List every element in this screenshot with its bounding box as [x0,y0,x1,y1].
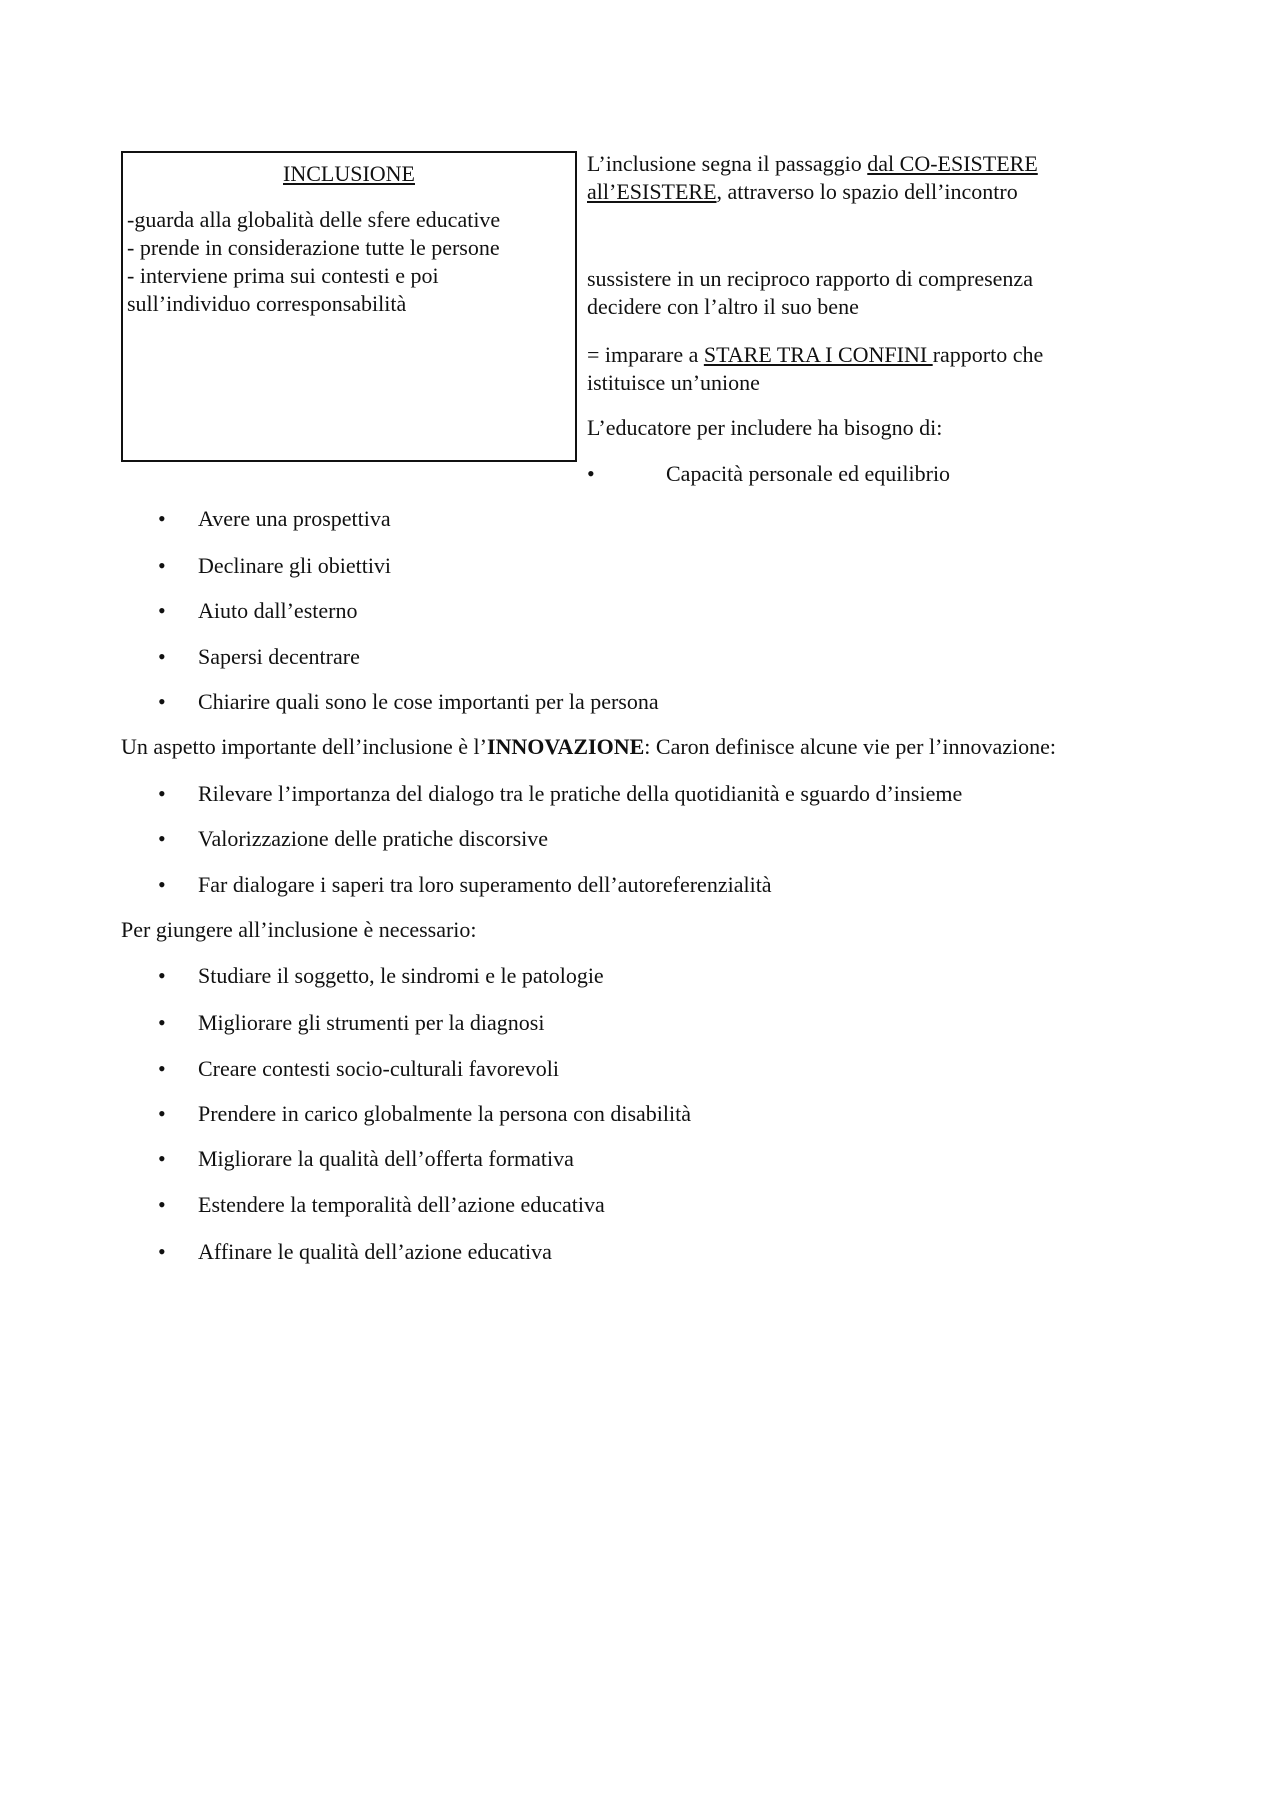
bullet-icon: • [158,1101,166,1126]
list-item-text: Studiare il soggetto, le sindromi e le patologie [198,963,604,988]
list-item-text: Migliorare la qualità dell’offerta formativa [198,1146,574,1171]
innovation-text-after: : Caron definisce alcune vie per l’innovazione: [644,734,1057,759]
list-item-text: Chiarire quali sono le cose importanti per la persona [198,689,659,714]
bullet-icon: • [158,1192,166,1217]
p3-line-2: istituisce un’unione [587,370,760,395]
p1-text: L’inclusione segna il passaggio [587,151,868,176]
bullet-icon: • [158,872,166,897]
bullet-icon: • [587,461,595,486]
list-item-text: Sapersi decentrare [198,644,360,669]
bullet-icon: • [158,826,166,851]
p1-underlined: dal CO-ESISTERE [867,151,1038,176]
list-item-text: Far dialogare i saperi tra loro superamento dell’autoreferenzialità [198,872,772,897]
list-item-text: Valorizzazione delle pratiche discorsive [198,826,549,851]
box-lines [127,206,500,318]
list-item-text: Rilevare l’importanza del dialogo tra le pratiche della quotidianità e sguardo d’insieme [198,781,963,806]
inclusione-box [121,151,577,462]
p3-text-after: rapporto che [932,342,1044,367]
box-line: - prende in considerazione tutte le persone [127,235,500,260]
list-item-text: Affinare le qualità dell’azione educativa [198,1239,552,1264]
list-item-text: Creare contesti socio-culturali favorevoli [198,1056,560,1081]
box-line: -guarda alla globalità delle sfere educative [127,207,501,232]
bullet-icon: • [158,1010,166,1035]
bullet-icon: • [158,963,166,988]
box-line: - interviene prima sui contesti e poi [127,263,439,288]
bullet-icon: • [158,1056,166,1081]
box-line: sull’individuo corresponsabilità [127,291,407,316]
list-item-text: Aiuto dall’esterno [198,598,358,623]
bullet-icon: • [158,506,166,531]
right-paragraph-3 [587,341,1043,397]
innovation-text: Un aspetto importante dell’inclusione è l’ [121,734,487,759]
innovation-paragraph [121,732,1056,762]
bullet-icon: • [158,1239,166,1264]
box-title: INCLUSIONE [283,161,415,186]
list-item-text: Prendere in carico globalmente la persona con disabilità [198,1101,691,1126]
list-item-text: Declinare gli obiettivi [198,553,392,578]
list-item-text: Avere una prospettiva [198,506,391,531]
p1-underlined-2: all’ESISTERE [587,179,717,204]
p1-text-after: , attraverso lo spazio dell’incontro [716,179,1018,204]
list-item-text: Capacità personale ed equilibrio [666,461,951,486]
bullet-icon: • [158,598,166,623]
p2-line: decidere con l’altro il suo bene [587,294,859,319]
bullet-icon: • [158,553,166,578]
innovation-bold: INNOVAZIONE [486,734,645,759]
p2-line: sussistere in un reciproco rapporto di compresenza [587,266,1033,291]
p3-text: = imparare a [587,342,704,367]
bullet-icon: • [158,689,166,714]
necessary-paragraph: Per giungere all’inclusione è necessario: [121,917,477,942]
right-paragraph-4: L’educatore per includere ha bisogno di: [587,415,943,440]
bullet-icon: • [158,644,166,669]
list-item-text: Estendere la temporalità dell’azione educativa [198,1192,605,1217]
bullet-icon: • [158,1146,166,1171]
list-item-text: Migliorare gli strumenti per la diagnosi [198,1010,545,1035]
bullet-icon: • [158,781,166,806]
right-paragraph-2 [587,265,1033,321]
p3-underlined: STARE TRA I CONFINI [703,342,933,367]
right-paragraph-1 [587,150,1038,206]
